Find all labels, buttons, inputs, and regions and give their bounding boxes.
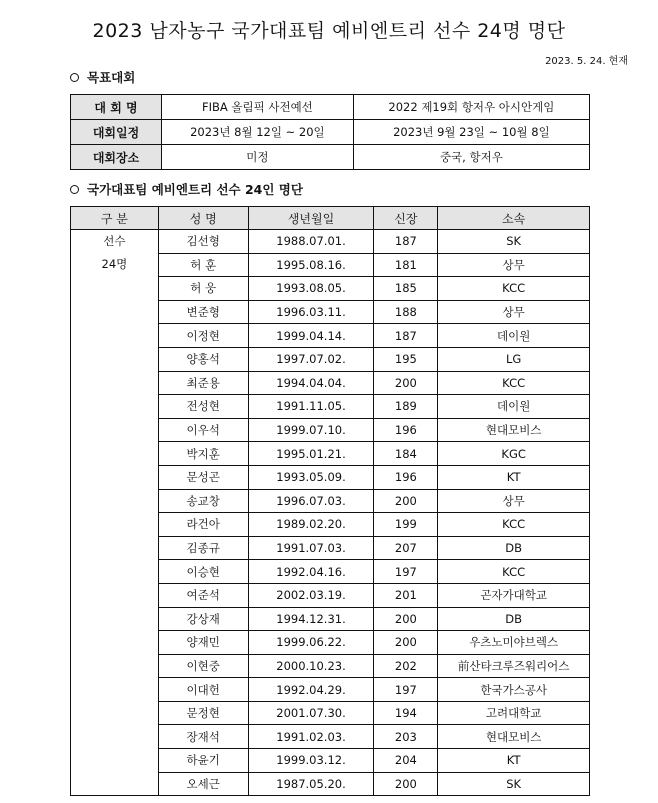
roster-body bbox=[71, 230, 590, 796]
birth-date: 1991.07.03. bbox=[248, 536, 374, 560]
team: 우츠노미야브렉스 bbox=[438, 631, 590, 655]
team: 데이원 bbox=[438, 395, 590, 419]
table-cell: 2022 제19회 항저우 아시안게임 bbox=[353, 95, 589, 120]
column-header: 생년월일 bbox=[248, 207, 374, 230]
row-label: 대회일정 bbox=[71, 120, 162, 145]
section-roster bbox=[70, 180, 303, 198]
section-target-events bbox=[70, 68, 135, 86]
group-label: 선수 bbox=[103, 234, 126, 248]
birth-date: 1989.02.20. bbox=[248, 513, 374, 537]
table-cell: 중국, 항저우 bbox=[353, 145, 589, 170]
player-name: 문정현 bbox=[158, 701, 248, 725]
table-row bbox=[71, 145, 590, 170]
height: 200 bbox=[374, 489, 438, 513]
table-cell: FIBA 올림픽 사전예선 bbox=[162, 95, 354, 120]
team: 곤자가대학교 bbox=[438, 583, 590, 607]
player-name: 허 웅 bbox=[158, 277, 248, 301]
height: 181 bbox=[374, 253, 438, 277]
team: KT bbox=[438, 465, 590, 489]
birth-date: 1999.04.14. bbox=[248, 324, 374, 348]
table-cell: 2023년 8월 12일 ~ 20일 bbox=[162, 120, 354, 145]
birth-date: 1999.06.22. bbox=[248, 631, 374, 655]
birth-date: 1995.01.21. bbox=[248, 442, 374, 466]
player-name: 박지훈 bbox=[158, 442, 248, 466]
player-name: 이우석 bbox=[158, 418, 248, 442]
height: 203 bbox=[374, 725, 438, 749]
column-header: 소속 bbox=[438, 207, 590, 230]
team: 한국가스공사 bbox=[438, 678, 590, 702]
team: 상무 bbox=[438, 300, 590, 324]
player-name: 양홍석 bbox=[158, 347, 248, 371]
document-title: 2023 남자농구 국가대표팀 예비엔트리 선수 24명 명단 bbox=[92, 20, 566, 42]
team: 상무 bbox=[438, 253, 590, 277]
birth-date: 1996.07.03. bbox=[248, 489, 374, 513]
document-date: 2023. 5. 24. 현재 bbox=[545, 56, 628, 67]
column-header: 구 분 bbox=[71, 207, 159, 230]
player-name: 강상재 bbox=[158, 607, 248, 631]
team: KGC bbox=[438, 442, 590, 466]
table-header-row bbox=[71, 207, 590, 230]
player-name: 이승현 bbox=[158, 560, 248, 584]
birth-date: 1988.07.01. bbox=[248, 230, 374, 254]
team: 고려대학교 bbox=[438, 701, 590, 725]
player-name: 전성현 bbox=[158, 395, 248, 419]
birth-date: 1992.04.29. bbox=[248, 678, 374, 702]
birth-date: 1999.03.12. bbox=[248, 749, 374, 773]
team: 현대모비스 bbox=[438, 418, 590, 442]
player-name: 문성곤 bbox=[158, 465, 248, 489]
height: 189 bbox=[374, 395, 438, 419]
player-name: 여준석 bbox=[158, 583, 248, 607]
birth-date: 2002.03.19. bbox=[248, 583, 374, 607]
height: 199 bbox=[374, 513, 438, 537]
height: 207 bbox=[374, 536, 438, 560]
team: KCC bbox=[438, 277, 590, 301]
player-name: 이대헌 bbox=[158, 678, 248, 702]
height: 187 bbox=[374, 230, 438, 254]
section-title: 목표대회 bbox=[87, 70, 136, 85]
height: 201 bbox=[374, 583, 438, 607]
height: 196 bbox=[374, 418, 438, 442]
birth-date: 1992.04.16. bbox=[248, 560, 374, 584]
birth-date: 1997.07.02. bbox=[248, 347, 374, 371]
team: 상무 bbox=[438, 489, 590, 513]
height: 197 bbox=[374, 560, 438, 584]
height: 200 bbox=[374, 631, 438, 655]
player-name: 장재석 bbox=[158, 725, 248, 749]
team: KCC bbox=[438, 560, 590, 584]
height: 200 bbox=[374, 371, 438, 395]
row-label: 대 회 명 bbox=[71, 95, 162, 120]
team: SK bbox=[438, 772, 590, 796]
birth-date: 1994.04.04. bbox=[248, 371, 374, 395]
column-header: 성 명 bbox=[158, 207, 248, 230]
height: 202 bbox=[374, 654, 438, 678]
height: 200 bbox=[374, 772, 438, 796]
birth-date: 2000.10.23. bbox=[248, 654, 374, 678]
team: 前산타크루즈워리어스 bbox=[438, 654, 590, 678]
player-name: 최준용 bbox=[158, 371, 248, 395]
height: 194 bbox=[374, 701, 438, 725]
birth-date: 1994.12.31. bbox=[248, 607, 374, 631]
player-name: 김종규 bbox=[158, 536, 248, 560]
height: 188 bbox=[374, 300, 438, 324]
player-name: 라건아 bbox=[158, 513, 248, 537]
team: SK bbox=[438, 230, 590, 254]
table-cell: 2023년 9월 23일 ~ 10월 8일 bbox=[353, 120, 589, 145]
height: 185 bbox=[374, 277, 438, 301]
player-name: 오세근 bbox=[158, 772, 248, 796]
player-name: 이정현 bbox=[158, 324, 248, 348]
player-name: 하윤기 bbox=[158, 749, 248, 773]
team: KT bbox=[438, 749, 590, 773]
table-row bbox=[71, 230, 590, 254]
birth-date: 1991.11.05. bbox=[248, 395, 374, 419]
birth-date: 1995.08.16. bbox=[248, 253, 374, 277]
team: 현대모비스 bbox=[438, 725, 590, 749]
player-name: 양재민 bbox=[158, 631, 248, 655]
table-cell: 미정 bbox=[162, 145, 354, 170]
team: DB bbox=[438, 607, 590, 631]
height: 196 bbox=[374, 465, 438, 489]
player-name: 허 훈 bbox=[158, 253, 248, 277]
roster-table bbox=[70, 206, 590, 796]
height: 204 bbox=[374, 749, 438, 773]
height: 187 bbox=[374, 324, 438, 348]
section-title: 국가대표팀 예비엔트리 선수 24인 명단 bbox=[87, 182, 303, 197]
team: LG bbox=[438, 347, 590, 371]
player-name: 이현중 bbox=[158, 654, 248, 678]
team: DB bbox=[438, 536, 590, 560]
player-name: 변준형 bbox=[158, 300, 248, 324]
birth-date: 1999.07.10. bbox=[248, 418, 374, 442]
event-table bbox=[70, 94, 590, 170]
team: KCC bbox=[438, 513, 590, 537]
birth-date: 1993.05.09. bbox=[248, 465, 374, 489]
team: KCC bbox=[438, 371, 590, 395]
height: 197 bbox=[374, 678, 438, 702]
birth-date: 1987.05.20. bbox=[248, 772, 374, 796]
circle-bullet-icon bbox=[70, 73, 79, 82]
circle-bullet-icon bbox=[70, 185, 79, 194]
table-row bbox=[71, 120, 590, 145]
height: 184 bbox=[374, 442, 438, 466]
column-header: 신장 bbox=[374, 207, 438, 230]
height: 195 bbox=[374, 347, 438, 371]
player-name: 송교창 bbox=[158, 489, 248, 513]
player-name: 김선형 bbox=[158, 230, 248, 254]
height: 200 bbox=[374, 607, 438, 631]
birth-date: 1993.08.05. bbox=[248, 277, 374, 301]
row-label: 대회장소 bbox=[71, 145, 162, 170]
group-cell bbox=[71, 230, 159, 796]
table-row bbox=[71, 95, 590, 120]
team: 데이원 bbox=[438, 324, 590, 348]
group-count: 24명 bbox=[101, 256, 128, 271]
birth-date: 1991.02.03. bbox=[248, 725, 374, 749]
birth-date: 1996.03.11. bbox=[248, 300, 374, 324]
birth-date: 2001.07.30. bbox=[248, 701, 374, 725]
